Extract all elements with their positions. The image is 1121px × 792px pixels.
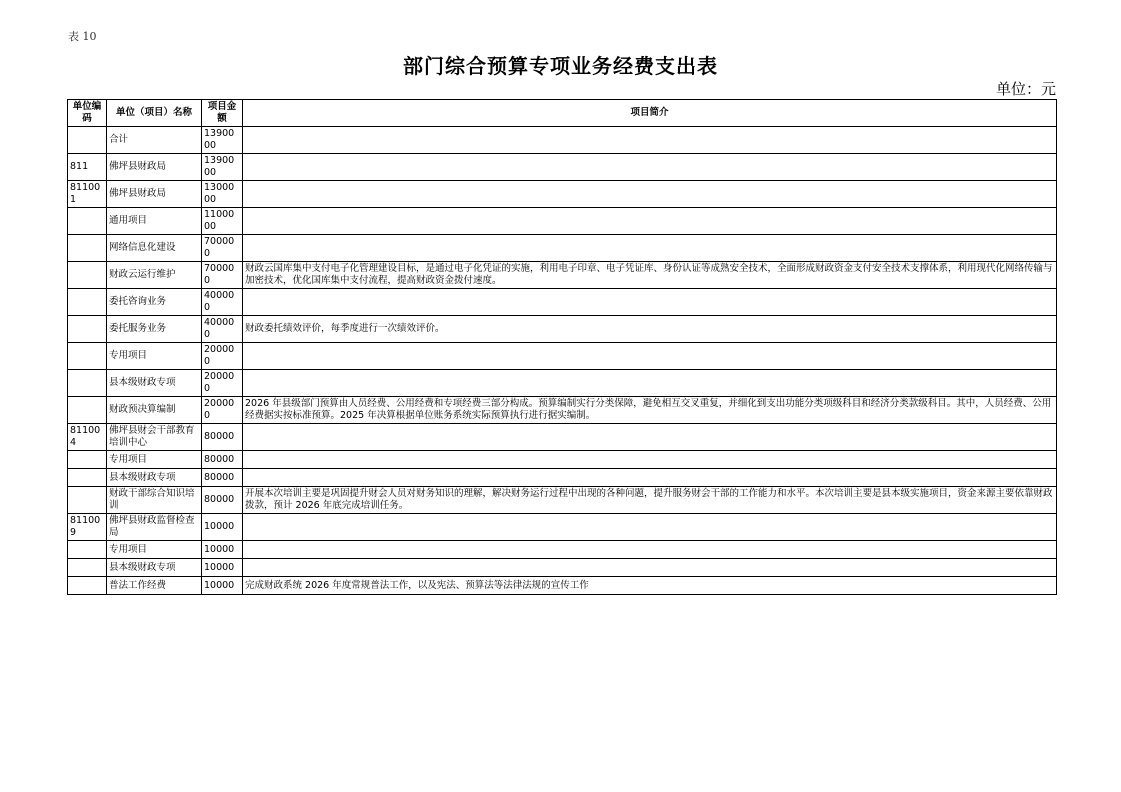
table-row (68, 235, 1057, 262)
table-row (68, 514, 1057, 541)
row-name: 普法工作经费 (107, 577, 202, 595)
row-intro (243, 289, 1057, 316)
row-code (68, 235, 107, 262)
unit-label: 单位：元 (995, 80, 1056, 98)
table-header-row (68, 100, 1057, 127)
row-code: 811004 (68, 424, 107, 451)
row-amount: 80000 (202, 469, 243, 487)
row-code (68, 127, 107, 154)
row-name: 佛坪县财会干部教育培训中心 (107, 424, 202, 451)
row-amount: 400000 (202, 289, 243, 316)
row-amount: 1300000 (202, 181, 243, 208)
row-amount: 200000 (202, 343, 243, 370)
table-row (68, 289, 1057, 316)
row-intro (243, 514, 1057, 541)
row-intro (243, 181, 1057, 208)
row-intro (243, 343, 1057, 370)
row-code: 811 (68, 154, 107, 181)
row-code: 811001 (68, 181, 107, 208)
row-intro (243, 559, 1057, 577)
row-code (68, 262, 107, 289)
row-amount: 200000 (202, 370, 243, 397)
row-amount: 200000 (202, 397, 243, 424)
row-name: 佛坪县财政监督检查局 (107, 514, 202, 541)
row-amount: 1100000 (202, 208, 243, 235)
row-name: 专用项目 (107, 343, 202, 370)
table-row (68, 469, 1057, 487)
row-intro (243, 424, 1057, 451)
row-name: 委托咨询业务 (107, 289, 202, 316)
row-name: 财政干部综合知识培训 (107, 487, 202, 514)
table-row (68, 316, 1057, 343)
row-name: 合计 (107, 127, 202, 154)
table-row (68, 370, 1057, 397)
row-code (68, 397, 107, 424)
row-intro: 2026 年县级部门预算由人员经费、公用经费和专项经费三部分构成。预算编制实行分类保障，避免相互交叉重复，并细化到支出功能分类项级科目和经济分类款级科目。其中，人员经费、公用经费据实按标准预算。2025 年决算根据单位账务系统实际预算执行进行据实编制。 (243, 397, 1057, 424)
table-row (68, 343, 1057, 370)
row-name: 县本级财政专项 (107, 370, 202, 397)
row-intro (243, 541, 1057, 559)
header-name: 单位（项目）名称 (107, 100, 202, 127)
row-code (68, 469, 107, 487)
row-name: 县本级财政专项 (107, 559, 202, 577)
row-code (68, 451, 107, 469)
row-amount: 700000 (202, 262, 243, 289)
table-row (68, 154, 1057, 181)
row-intro: 开展本次培训主要是巩固提升财会人员对财务知识的理解，解决财务运行过程中出现的各种问题，提升服务财会干部的工作能力和水平。本次培训主要是县本级实施项目，资金来源主要依靠财政拨款，预计 2026 年底完成培训任务。 (243, 487, 1057, 514)
header-code: 单位编码 (68, 100, 107, 127)
row-name: 委托服务业务 (107, 316, 202, 343)
row-name: 专用项目 (107, 451, 202, 469)
row-code (68, 541, 107, 559)
row-amount: 1390000 (202, 154, 243, 181)
row-intro (243, 235, 1057, 262)
row-intro (243, 451, 1057, 469)
table-row (68, 577, 1057, 595)
page-title: 部门综合预算专项业务经费支出表 (403, 54, 718, 78)
table-row (68, 541, 1057, 559)
row-name: 县本级财政专项 (107, 469, 202, 487)
table-row (68, 127, 1057, 154)
table-row (68, 181, 1057, 208)
row-intro (243, 208, 1057, 235)
row-intro (243, 469, 1057, 487)
table-row (68, 397, 1057, 424)
row-code (68, 577, 107, 595)
row-amount: 1390000 (202, 127, 243, 154)
row-amount: 10000 (202, 559, 243, 577)
row-code (68, 343, 107, 370)
row-amount: 10000 (202, 541, 243, 559)
row-amount: 10000 (202, 577, 243, 595)
table-number: 表 10 (68, 30, 97, 43)
table-row (68, 559, 1057, 577)
row-name: 财政云运行维护 (107, 262, 202, 289)
row-name: 佛坪县财政局 (107, 181, 202, 208)
row-amount: 700000 (202, 235, 243, 262)
table-row (68, 451, 1057, 469)
row-intro: 完成财政系统 2026 年度常规普法工作，以及宪法、预算法等法律法规的宣传工作 (243, 577, 1057, 595)
budget-table (67, 99, 1057, 595)
row-code (68, 487, 107, 514)
table-row (68, 424, 1057, 451)
row-name: 专用项目 (107, 541, 202, 559)
row-intro (243, 154, 1057, 181)
table-row (68, 208, 1057, 235)
row-code (68, 208, 107, 235)
row-amount: 80000 (202, 424, 243, 451)
row-code (68, 559, 107, 577)
row-code (68, 370, 107, 397)
header-intro: 项目简介 (243, 100, 1057, 127)
row-code (68, 316, 107, 343)
row-intro (243, 127, 1057, 154)
row-intro: 财政云国库集中支付电子化管理建设目标，是通过电子化凭证的实施，利用电子印章、电子凭证库、身份认证等成熟安全技术，全面形成财政资金支付安全技术支撑体系，利用现代化网络传输与加密技术，优化国库集中支付流程，提高财政资金拨付速度。 (243, 262, 1057, 289)
row-name: 网络信息化建设 (107, 235, 202, 262)
row-code: 811009 (68, 514, 107, 541)
table-row (68, 262, 1057, 289)
row-code (68, 289, 107, 316)
row-amount: 10000 (202, 514, 243, 541)
row-name: 通用项目 (107, 208, 202, 235)
row-name: 财政预决算编制 (107, 397, 202, 424)
row-amount: 400000 (202, 316, 243, 343)
row-amount: 80000 (202, 487, 243, 514)
row-intro (243, 370, 1057, 397)
table-row (68, 487, 1057, 514)
row-amount: 80000 (202, 451, 243, 469)
row-intro: 财政委托绩效评价，每季度进行一次绩效评价。 (243, 316, 1057, 343)
row-name: 佛坪县财政局 (107, 154, 202, 181)
header-amount: 项目金额 (202, 100, 243, 127)
